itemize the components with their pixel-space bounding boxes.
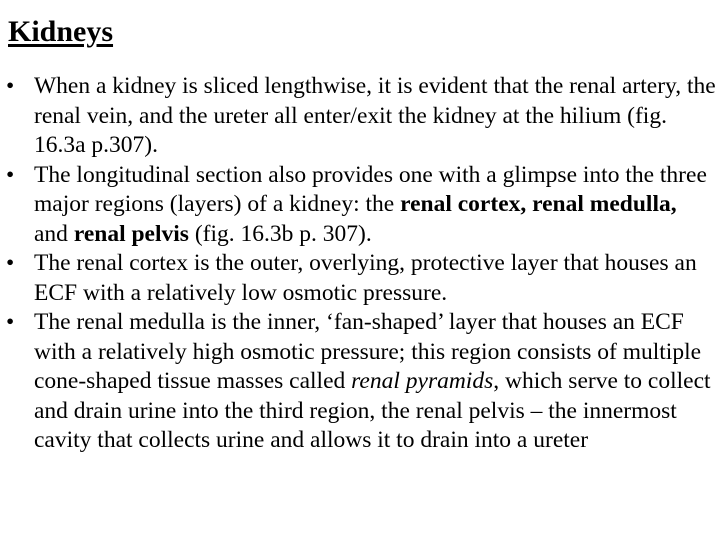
bullet-item-1 [0,72,716,161]
bullet-2-text-and: and [34,220,74,247]
bullet-2-term-pelvis: renal pelvis [73,220,189,247]
bullet-3-text: The renal cortex is the outer, overlying, protective layer that houses an ECF with a relatively low osmotic pressure. [34,250,697,306]
bullet-2-text-ref: (fig. 16.3b p. 307). [188,220,372,247]
bullet-list [0,72,716,456]
bullet-marker: • [6,250,15,276]
bullet-4-text-rest: , which serve to collect and drain urine into the third region, the renal pelvis – the innermost cavity that collects urine and allows it to drain into a ureter [34,368,711,453]
bullet-4-term-pyramids: renal pyramids [351,368,494,394]
bullet-marker: • [6,309,15,335]
slide-title: Kidneys [8,15,114,48]
bullet-marker: • [6,161,15,188]
bullet-item-4 [0,308,716,456]
bullet-1-text: When a kidney is sliced lengthwise, it is evident that the renal artery, the renal vein, and the ureter all enter/exit the kidney at the hilium (fig. 16.3a p.307). [34,73,716,158]
bullet-item-3 [0,249,716,308]
bullet-marker: • [6,73,15,99]
bullet-2-text-intro: The longitudinal section also provides one with a glimpse into the three major regions (layers) of a kidney: the [34,161,707,217]
bullet-2-term-cortex-medulla: renal cortex, renal medulla, [400,191,677,217]
bullet-4-text-intro: The renal medulla is the inner, ‘fan-shaped’ layer that houses an ECF with a relatively high osmotic pressure; this region consists of multiple cone-shaped tissue masses called [34,309,702,394]
bullet-item-2 [0,161,716,250]
